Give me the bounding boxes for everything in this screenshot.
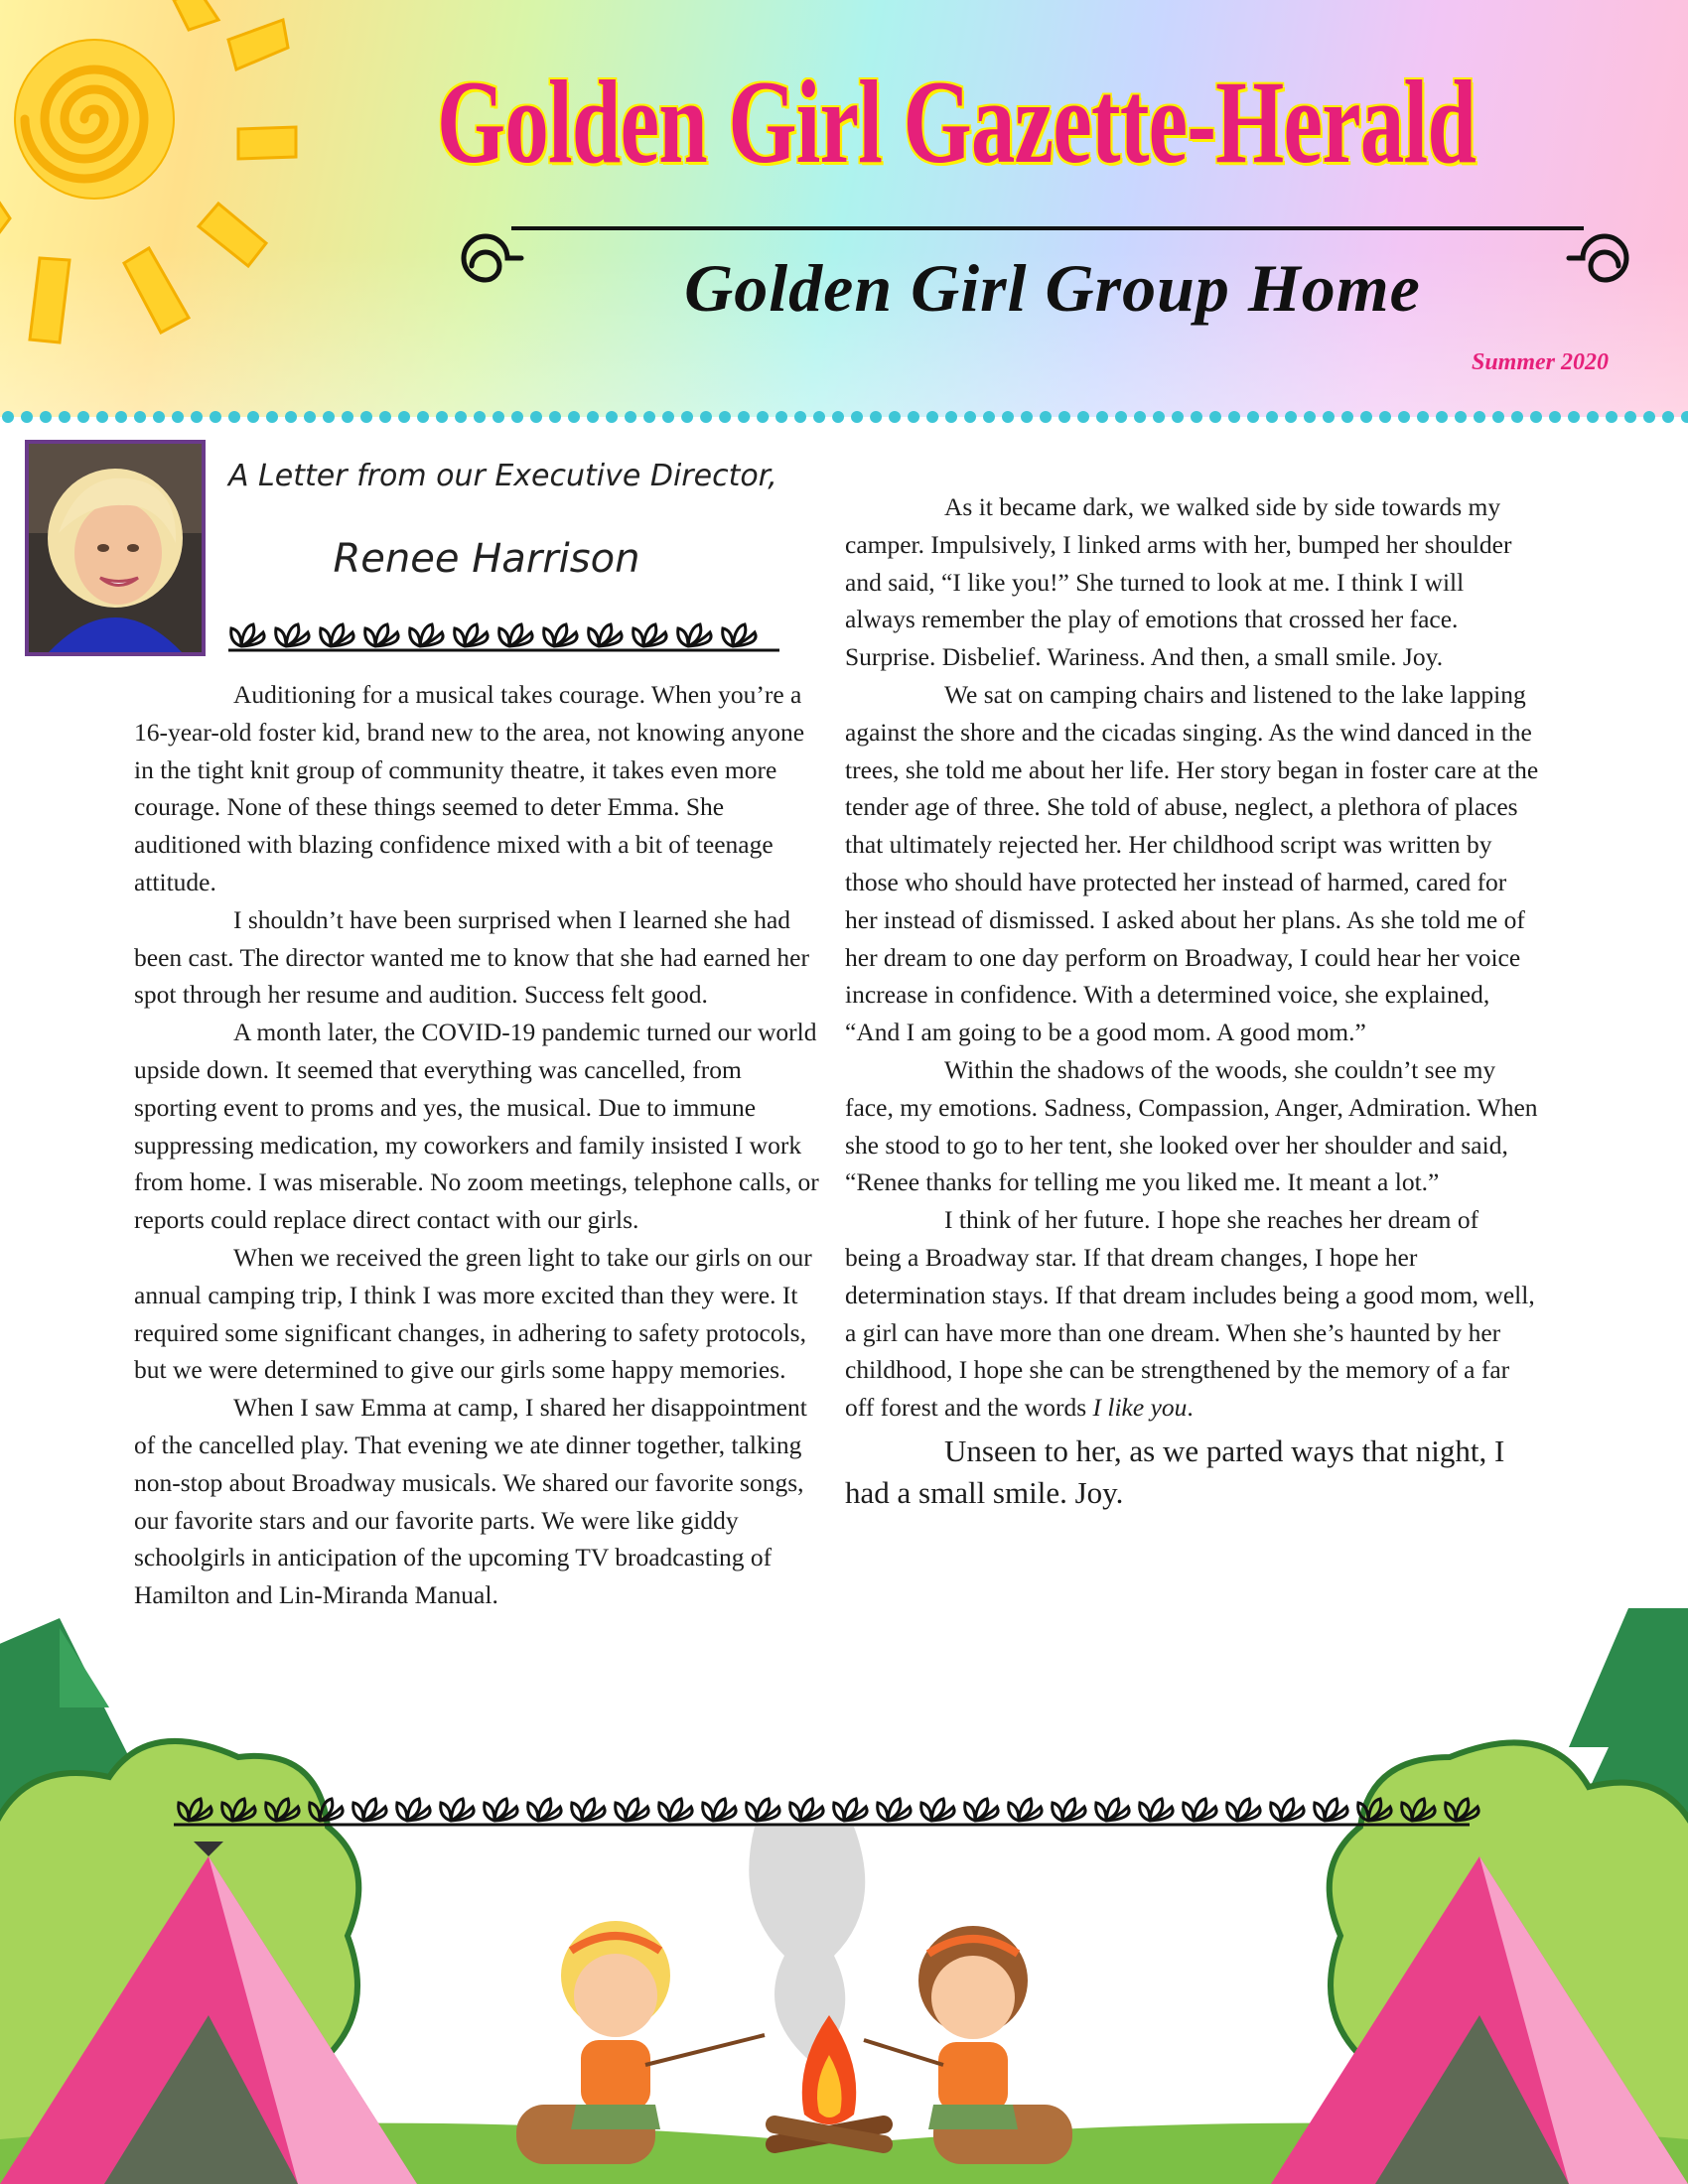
leaf — [441, 1799, 474, 1821]
dot — [398, 411, 410, 423]
dot — [1228, 411, 1240, 423]
sun-icon — [0, 0, 298, 397]
dot — [1153, 411, 1165, 423]
dot — [1436, 411, 1448, 423]
camping-illustration — [0, 1588, 1688, 2184]
dot — [643, 411, 655, 423]
dot — [1379, 411, 1391, 423]
article-paragraph: We sat on camping chairs and listened to the lake lapping against the shore and the cicadas singing. As the wind danced in the trees, she told me about her life. Her story began in foster care at the tender age of three. She told of abuse, neglect, a plethora of places that ultimately rejected her. Her childhood script was written by those who should have protected her instead of harmed, cared for her instead of dismissed. I asked about her plans. As she told me of her dream to one day perform on Broadway, I could hear her voice increase in confidence. With a determined voice, she explained, “And I am going to be a good mom. A good mom.” — [845, 679, 1539, 1047]
dot — [342, 411, 353, 423]
dot — [1021, 411, 1033, 423]
leaf — [528, 1799, 561, 1821]
dot — [115, 411, 127, 423]
dot — [1209, 411, 1221, 423]
article-column-right — [845, 488, 1540, 1514]
dot — [511, 411, 523, 423]
dot — [945, 411, 957, 423]
dot — [1002, 411, 1014, 423]
dot — [1360, 411, 1372, 423]
leaf — [1315, 1799, 1347, 1821]
dotted-border — [0, 402, 1688, 432]
leaf — [633, 624, 666, 646]
dot — [172, 411, 184, 423]
dot — [1077, 411, 1089, 423]
dot — [1492, 411, 1504, 423]
leaf — [1271, 1799, 1304, 1821]
leaf — [485, 1799, 517, 1821]
leaf — [747, 1799, 779, 1821]
dot — [1398, 411, 1410, 423]
dot — [889, 411, 901, 423]
future-text-end: . — [1187, 1393, 1194, 1423]
director-name: Renee Harrison — [333, 536, 640, 582]
dot — [247, 411, 259, 423]
leaf — [321, 624, 353, 646]
dot — [625, 411, 636, 423]
leaf — [723, 624, 756, 646]
dot — [1417, 411, 1429, 423]
dot — [681, 411, 693, 423]
leaf — [1009, 1799, 1042, 1821]
dot — [417, 411, 429, 423]
dot — [662, 411, 674, 423]
dot — [775, 411, 787, 423]
article-paragraph: Within the shadows of the woods, she couldn’t see my face, my emotions. Sadness, Compassion, Anger, Admiration. When she stood to go to her tent, she looked over her shoulder and said, “Renee thanks for telling me you liked me. It meant a lot.” — [845, 1054, 1538, 1197]
leaf — [544, 624, 577, 646]
dot — [1134, 411, 1146, 423]
dot — [59, 411, 70, 423]
dot — [794, 411, 806, 423]
dot — [134, 411, 146, 423]
dot — [191, 411, 203, 423]
dot — [266, 411, 278, 423]
dot — [587, 411, 599, 423]
dot — [1096, 411, 1108, 423]
dot — [285, 411, 297, 423]
organization-name: Golden Girl Group Home — [684, 250, 1421, 326]
dot — [304, 411, 316, 423]
dot — [926, 411, 938, 423]
article-paragraph: A month later, the COVID-19 pandemic turned our world upside down. It seemed that everything was cancelled, from sporting event to proms and yes, the musical. Due to immune suppressing medication, my coworkers and family insisted I work from home. I was miserable. No zoom meetings, telephone calls, or reports could replace direct contact with our girls. — [134, 1018, 819, 1235]
leaf — [878, 1799, 911, 1821]
leaf — [1096, 1799, 1129, 1821]
dot — [96, 411, 108, 423]
dot — [1323, 411, 1335, 423]
letter-heading: A Letter from our Executive Director, — [228, 459, 777, 493]
dot — [719, 411, 731, 423]
dot — [153, 411, 165, 423]
leaf — [1227, 1799, 1260, 1821]
portrait-image — [29, 444, 202, 652]
issue-date: Summer 2020 — [1471, 349, 1609, 375]
dot — [1530, 411, 1542, 423]
dot — [908, 411, 919, 423]
article-paragraph: I shouldn’t have been surprised when I learned she had been cast. The director wanted me to know that she had earned her spot through her resume and audition. Success felt good. — [134, 904, 809, 1010]
dot — [1115, 411, 1127, 423]
dot — [964, 411, 976, 423]
dot — [549, 411, 561, 423]
dot — [1304, 411, 1316, 423]
leaf — [499, 624, 532, 646]
leaf — [703, 1799, 736, 1821]
dot — [1040, 411, 1052, 423]
leaf — [353, 1799, 386, 1821]
leaf — [410, 624, 443, 646]
dot — [210, 411, 221, 423]
dot — [1191, 411, 1202, 423]
dot — [21, 411, 33, 423]
article-paragraph: When I saw Emma at camp, I shared her disappointment of the cancelled play. That evening we ate dinner together, talking non-stop about Broadway musicals. We shared our favorite songs, our favorite stars and our favorite parts. We were like giddy schoolgirls in anticipation of the upcoming TV broadcasting of Hamilton and Lin-Miranda Manual. — [134, 1393, 807, 1610]
dot — [1285, 411, 1297, 423]
dot — [813, 411, 825, 423]
camper-girl-icon — [864, 1926, 1072, 2164]
dot — [1247, 411, 1259, 423]
dot — [1058, 411, 1070, 423]
dot — [1662, 411, 1674, 423]
leaf — [231, 624, 264, 646]
dot — [436, 411, 448, 423]
dot — [77, 411, 89, 423]
dot — [1606, 411, 1618, 423]
masthead-banner — [0, 0, 1688, 417]
dot — [40, 411, 52, 423]
leaf — [572, 1799, 605, 1821]
leaf — [397, 1799, 430, 1821]
dot — [738, 411, 750, 423]
leaf — [965, 1799, 998, 1821]
dot — [1587, 411, 1599, 423]
dot — [700, 411, 712, 423]
dot — [568, 411, 580, 423]
dot — [1341, 411, 1353, 423]
leaf — [834, 1799, 867, 1821]
dot — [983, 411, 995, 423]
article-paragraph: Auditioning for a musical takes courage. When you’re a 16-year-old foster kid, brand new to the area, not knowing anyone in the tight knit group of community theatre, it takes even more courage. None of these things seemed to deter Emma. She auditioned with blazing confidence mixed with a bit of teenage attitude. — [134, 680, 805, 896]
dot — [379, 411, 391, 423]
closing-line: Unseen to her, as we parted ways that night, I had a small smile. Joy. — [845, 1433, 1505, 1510]
leaf-flourish-icon — [174, 1799, 1478, 1825]
dot — [474, 411, 486, 423]
article-paragraph — [845, 1201, 1540, 1427]
italic-quote: I like you — [1092, 1393, 1188, 1423]
leaf-flourish-icon — [223, 611, 784, 660]
future-text: I think of her future. I hope she reaches her dream of being a Broadway star. If that dream changes, I hope her determination stays. If that dream includes being a good mom, well, a girl can have more than one dream. When she’s haunted by her childhood, I hope she can be strengthened by the memory of a far off forest and the words — [845, 1205, 1535, 1423]
leaf — [1053, 1799, 1085, 1821]
dot — [1172, 411, 1184, 423]
leaf — [1184, 1799, 1216, 1821]
leaf — [1140, 1799, 1173, 1821]
dot — [530, 411, 542, 423]
dot — [2, 411, 14, 423]
dot — [606, 411, 618, 423]
dot — [832, 411, 844, 423]
dot — [1681, 411, 1688, 423]
dot — [1549, 411, 1561, 423]
leaf — [921, 1799, 954, 1821]
leaf — [455, 624, 488, 646]
leaf — [790, 1799, 823, 1821]
dot — [323, 411, 335, 423]
dot — [455, 411, 467, 423]
newsletter-title: Golden Girl Gazette-Herald — [437, 56, 1477, 188]
leaf — [276, 624, 309, 646]
dot — [757, 411, 769, 423]
article-column-left — [134, 676, 829, 1614]
article-paragraph: As it became dark, we walked side by side towards my camper. Impulsively, I linked arms with her, bumped her shoulder and said, “I like you!” She turned to look at me. I think I will always remember the play of emotions that crossed her face. Surprise. Disbelief. Wariness. And then, a small smile. Joy. — [845, 492, 1512, 672]
leaf — [616, 1799, 648, 1821]
dot — [1568, 411, 1580, 423]
dot — [1266, 411, 1278, 423]
leaf — [659, 1799, 692, 1821]
leaf — [365, 624, 398, 646]
leaf — [589, 624, 622, 646]
dot — [1511, 411, 1523, 423]
dot — [851, 411, 863, 423]
camper-girl-icon — [516, 1921, 765, 2164]
dot — [492, 411, 504, 423]
dot — [228, 411, 240, 423]
director-photo — [25, 440, 206, 656]
dot — [1455, 411, 1467, 423]
article-paragraph: When we received the green light to take our girls on our annual camping trip, I think I was more excited than they were. It required some significant changes, in adhering to safety protocols, but we were determined to give our girls some happy memories. — [134, 1242, 812, 1385]
dot — [1474, 411, 1485, 423]
leaf — [678, 624, 711, 646]
dot — [1643, 411, 1655, 423]
dot — [360, 411, 372, 423]
dot — [870, 411, 882, 423]
dot — [1624, 411, 1636, 423]
